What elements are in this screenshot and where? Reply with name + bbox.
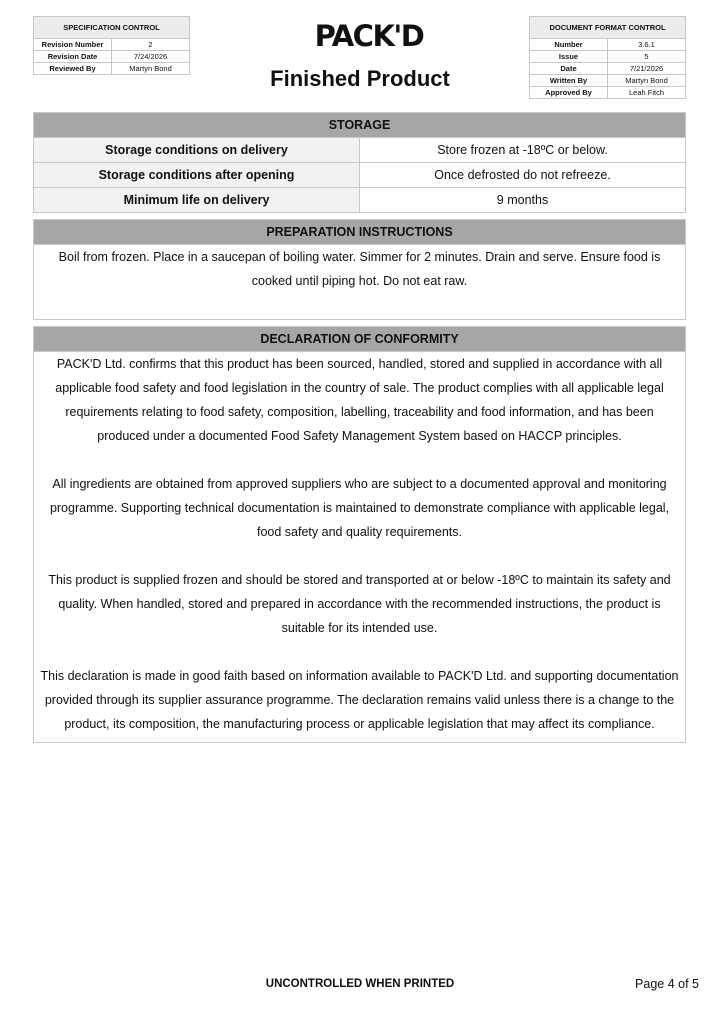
table-row — [34, 187, 685, 212]
minimum-life-value: 9 months — [496, 193, 549, 207]
date-value: 7/21/2026 — [608, 63, 686, 75]
preparation-text — [34, 244, 685, 319]
specification-control-title: SPECIFICATION CONTROL — [34, 17, 190, 39]
document-format-control-title: DOCUMENT FORMAT CONTROL — [530, 17, 686, 39]
storage-heading: STORAGE — [34, 113, 685, 137]
storage-after-opening-label: Storage conditions after opening — [34, 163, 360, 187]
revision-date-label: Revision Date — [34, 51, 112, 63]
preparation-paragraph: Boil from frozen. Place in a saucepan of boiling water. Simmer for 2 minutes. Drain and serve. Ensure food is cooked until piping hot. Do not eat raw. — [58, 250, 661, 288]
table-row — [530, 87, 686, 99]
uncontrolled-notice: UNCONTROLLED WHEN PRINTED — [265, 978, 455, 990]
declaration-paragraph: All ingredients are obtained from approved suppliers who are subject to a documented approval and monitoring programme. Supporting technical documentation is maintained to demonstrate compliance with applicable legal, food safety and quality requirements. — [49, 477, 670, 539]
approved-by-value: Leah Fitch — [608, 87, 686, 99]
page-number: Page 4 of 5 — [635, 977, 699, 991]
table-row — [34, 137, 685, 162]
written-by-label: Written By — [530, 75, 608, 87]
reviewed-by-label: Reviewed By — [34, 63, 112, 75]
declaration-paragraph: PACK'D Ltd. confirms that this product has been sourced, handled, stored and supplied in accordance with all applicable food safety and food legislation in the country of sale. The product complies with all applicable legal requirements relating to food safety, composition, labelling, traceability and food information, and has been produced under a documented Food Safety Management System based on HACCP principles. — [55, 357, 664, 443]
issue-label: Issue — [530, 51, 608, 63]
preparation-section — [33, 219, 686, 320]
table-row — [34, 63, 190, 75]
issue-value: 5 — [608, 51, 686, 63]
date-label: Date — [530, 63, 608, 75]
table-row — [530, 63, 686, 75]
table-row — [530, 75, 686, 87]
document-format-control-table — [529, 16, 686, 99]
storage-on-delivery-label: Storage conditions on delivery — [34, 138, 360, 162]
revision-number-label: Revision Number — [34, 39, 112, 51]
table-row — [530, 51, 686, 63]
approved-by-label: Approved By — [530, 87, 608, 99]
revision-number-value: 2 — [112, 39, 190, 51]
specification-control-table — [33, 16, 190, 75]
minimum-life-label: Minimum life on delivery — [34, 188, 360, 212]
number-label: Number — [530, 39, 608, 51]
table-row — [34, 51, 190, 63]
preparation-heading: PREPARATION INSTRUCTIONS — [34, 220, 685, 244]
page-title: Finished Product — [270, 66, 450, 91]
table-row — [530, 39, 686, 51]
declaration-heading: DECLARATION OF CONFORMITY — [34, 327, 685, 351]
table-row — [34, 162, 685, 187]
declaration-paragraph: This declaration is made in good faith based on information available to PACK'D Ltd. and supporting documentation provided through its supplier assurance programme. The declaration remains valid unless there is a change to the product, its composition, the manufacturing process or applicable legislation that may affect its compliance. — [40, 669, 679, 731]
declaration-paragraph: This product is supplied frozen and should be stored and transported at or below -18ºC to maintain its safety and quality. When handled, stored and prepared in accordance with the recommended instructions, the product is suitable for its intended use. — [48, 573, 671, 635]
packd-logo: PACK'D — [314, 19, 424, 53]
storage-section — [33, 112, 686, 213]
reviewed-by-value: Martyn Bond — [112, 63, 190, 75]
written-by-value: Martyn Bond — [608, 75, 686, 87]
declaration-section — [33, 326, 686, 743]
storage-after-opening-value: Once defrosted do not refreeze. — [434, 168, 611, 182]
table-row — [34, 39, 190, 51]
storage-on-delivery-value: Store frozen at -18ºC or below. — [437, 143, 608, 157]
number-value: 3.6.1 — [608, 39, 686, 51]
declaration-text — [34, 351, 685, 742]
revision-date-value: 7/24/2026 — [112, 51, 190, 63]
